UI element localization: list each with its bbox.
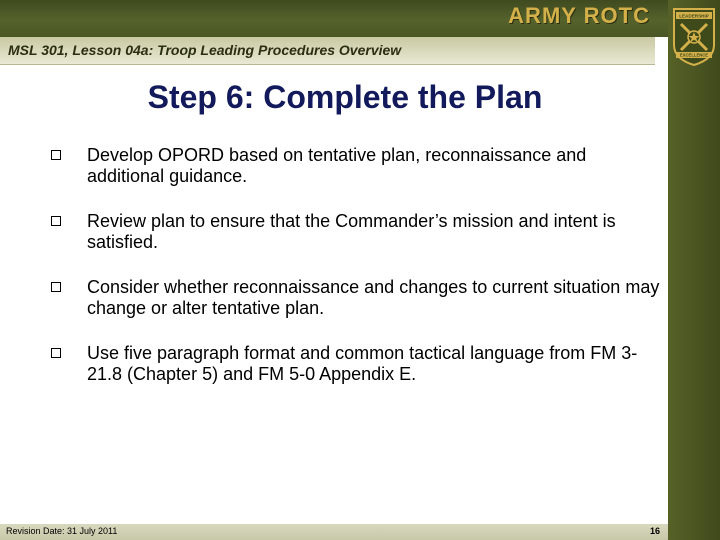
revision-date: Revision Date: 31 July 2011 xyxy=(6,526,118,536)
brand-title: ARMY ROTC xyxy=(508,3,650,28)
bullet-text: Consider whether reconnaissance and changes to current situation may change or alter tentative plan. xyxy=(87,277,660,318)
bullet-text: Develop OPORD based on tentative plan, reconnaissance and additional guidance. xyxy=(87,145,587,186)
footer-bar xyxy=(0,524,668,540)
course-strip xyxy=(0,37,655,65)
logo-top-text: LEADERSHIP xyxy=(679,13,709,19)
rotc-shield-logo xyxy=(672,7,716,67)
bullet-item xyxy=(48,145,660,187)
checkbox-bullet-icon xyxy=(51,216,61,226)
bullet-list xyxy=(48,145,660,409)
course-title: MSL 301, Lesson 04a: Troop Leading Procedures Overview xyxy=(8,42,402,58)
checkbox-bullet-icon xyxy=(51,348,61,358)
slide-title: Step 6: Complete the Plan xyxy=(147,79,543,115)
bullet-text: Use five paragraph format and common tactical language from FM 3-21.8 (Chapter 5) and FM 5-0 Appendix E. xyxy=(87,343,638,384)
checkbox-bullet-icon xyxy=(51,150,61,160)
logo-bottom-text: EXCELLENCE xyxy=(679,52,709,58)
page-number: 16 xyxy=(649,526,660,536)
bullet-text: Review plan to ensure that the Commander’s mission and intent is satisfied. xyxy=(87,211,616,252)
checkbox-bullet-icon xyxy=(51,282,61,292)
bullet-item xyxy=(48,277,660,319)
top-banner xyxy=(0,0,720,37)
bullet-item xyxy=(48,211,660,253)
bullet-item xyxy=(48,343,660,385)
